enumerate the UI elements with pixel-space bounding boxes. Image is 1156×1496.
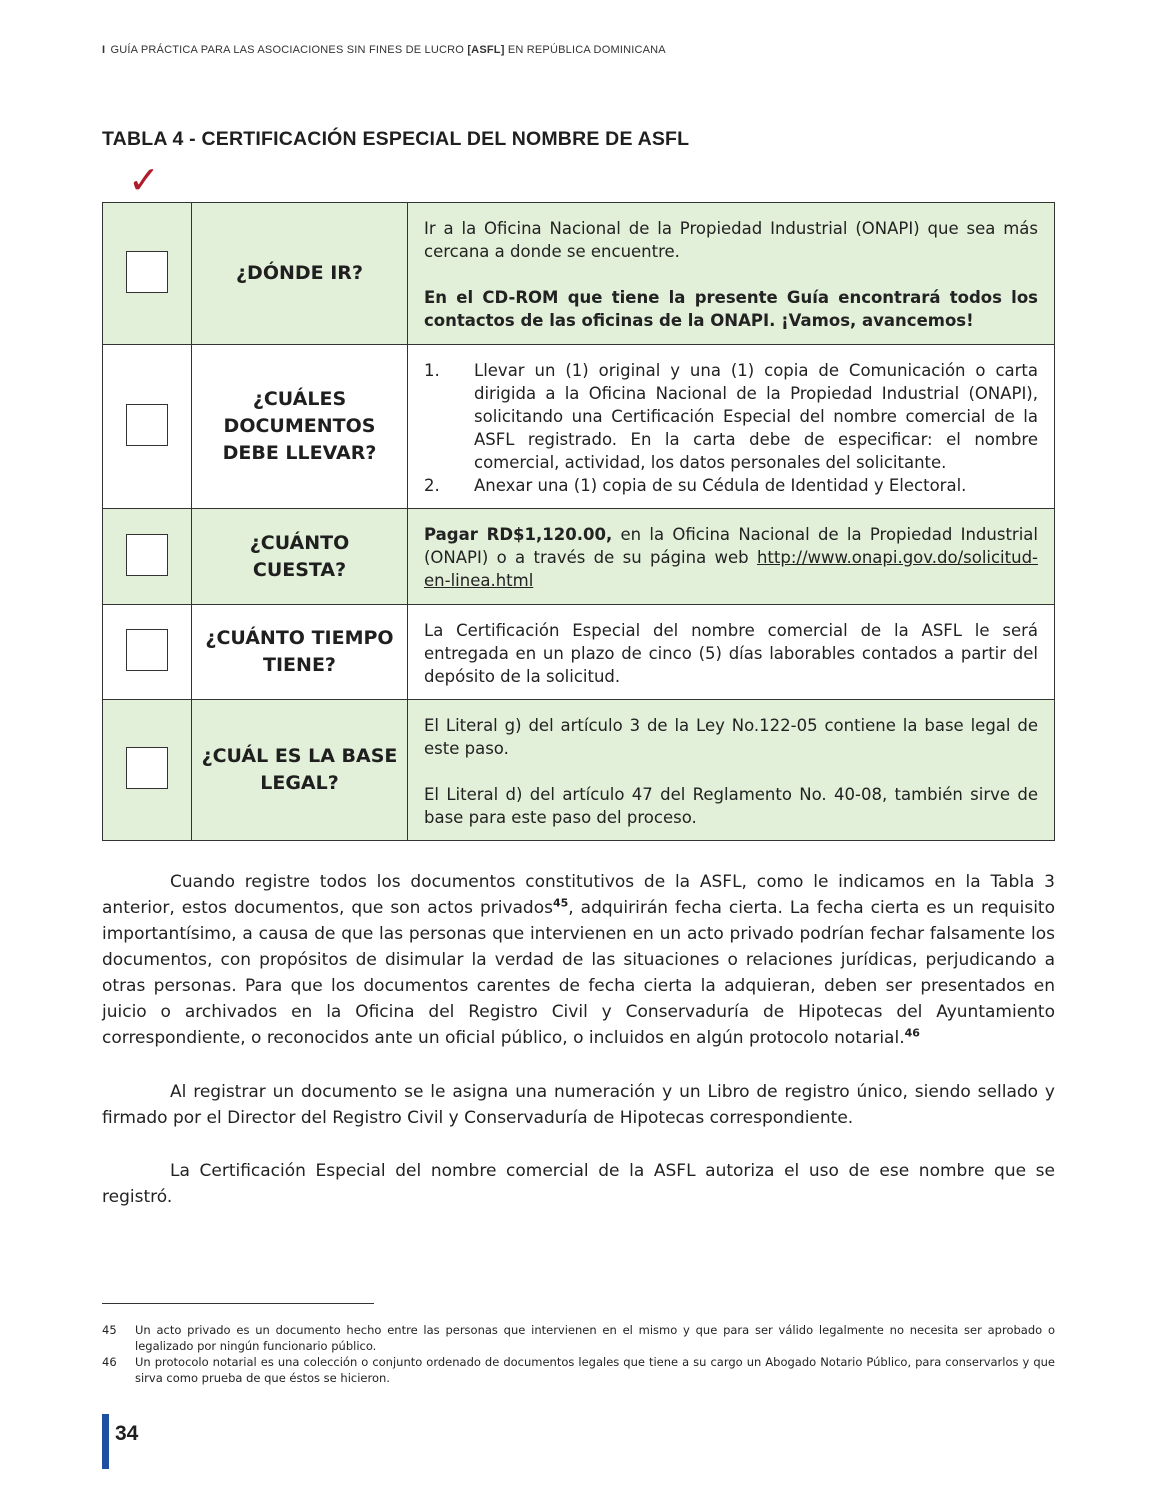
table-row — [103, 509, 1055, 605]
cost-amount: Pagar RD$1,120.00, — [424, 525, 613, 544]
footnote-ref[interactable]: 45 — [552, 896, 569, 910]
row-question: ¿CUÁNTO TIEMPO TIENE? — [192, 605, 408, 700]
header-text-after: EN REPÚBLICA DOMINICANA — [504, 44, 666, 56]
row-question: ¿DÓNDE IR? — [192, 203, 408, 345]
footnote: 45 Un acto privado es un documento hecho entre las personas que intervienen en el mismo y que para ser válido legalmente no necesita ser aprobado o legalizado por ningún funcionario público. — [102, 1323, 1055, 1353]
checkbox[interactable] — [126, 251, 168, 293]
answer-text: El Literal d) del artículo 47 del Reglamento No. 40-08, también sirve de base para este paso del proceso. — [424, 784, 1038, 827]
steps-table — [102, 202, 1055, 841]
table-row — [103, 203, 1055, 345]
row-question: ¿CUÁLES DOCUMENTOS DEBE LLEVAR? — [192, 345, 408, 509]
row-answer — [408, 345, 1055, 509]
table-row — [103, 700, 1055, 841]
cost-text: en la Oficina Nacional de la Propiedad Industrial (ONAPI) o a través de su página web — [424, 525, 1038, 567]
checkbox[interactable] — [126, 534, 168, 576]
list-item: 1. Llevar un (1) original y una (1) copia de Comunicación o carta dirigida a la Oficina Nacional de la Propiedad Industrial (ONAPI), solicitando una Certificación Especial del nombre comercial de la ASFL registrado. En la carta debe de especificar: el nombre comercial, actividad, los datos personales del solicitante. — [424, 360, 1038, 472]
row-answer — [408, 700, 1055, 841]
footnote-divider — [102, 1303, 374, 1304]
footnotes — [102, 1322, 1055, 1386]
answer-text: El Literal g) del artículo 3 de la Ley No.122-05 contiene la base legal de este paso. — [424, 715, 1038, 758]
row-question: ¿CUÁNTO CUESTA? — [192, 509, 408, 605]
table-row — [103, 345, 1055, 509]
answer-text: Ir a la Oficina Nacional de la Propiedad Industrial (ONAPI) que sea más cercana a donde se encuentre. — [424, 219, 1038, 261]
footnote: 46 Un protocolo notarial es una colección o conjunto ordenado de documentos legales que tiene a su cargo un Abogado Notario Público, para conservarlos y que sirva como prueba de que éstos se hicieron. — [102, 1355, 1055, 1385]
footnote-ref[interactable]: 46 — [904, 1026, 920, 1040]
page-number: 34 — [102, 1414, 138, 1469]
row-answer — [408, 605, 1055, 700]
row-question: ¿CUÁL ES LA BASE LEGAL? — [192, 700, 408, 841]
documents-list — [424, 359, 1038, 497]
onapi-link[interactable]: http://www.onapi.gov.do/solicitud-en-linea.html — [424, 548, 1038, 590]
body-paragraph: Al registrar un documento se le asigna una numeración y un Libro de registro único, siendo sellado y firmado por el Director del Registro Civil y Conservaduría de Hipotecas correspondiente. — [102, 1082, 1055, 1128]
answer-text: La Certificación Especial del nombre comercial de la ASFL le será entregada en un plazo de cinco (5) días laborables contados a partir del depósito de la solicitud. — [424, 620, 1038, 686]
list-item: 2. Anexar una (1) copia de su Cédula de Identidad y Electoral. — [424, 475, 967, 495]
table-title: TABLA 4 - CERTIFICACIÓN ESPECIAL DEL NOMBRE DE ASFL — [102, 128, 690, 150]
row-answer — [408, 509, 1055, 605]
body-paragraph: La Certificación Especial del nombre comercial de la ASFL autoriza el uso de ese nombre que se registró. — [102, 1161, 1055, 1207]
running-header — [102, 44, 666, 56]
row-answer — [408, 203, 1055, 345]
header-text-before: GUÍA PRÁCTICA PARA LAS ASOCIACIONES SIN FINES DE LUCRO — [110, 44, 468, 56]
check-mark-icon: ✓ — [128, 158, 160, 202]
checkbox[interactable] — [126, 747, 168, 789]
table-row — [103, 605, 1055, 700]
header-bold: [ASFL] — [467, 44, 505, 56]
answer-bold-text: En el CD-ROM que tiene la presente Guía encontrará todos los contactos de las oficinas de la ONAPI. ¡Vamos, avancemos! — [424, 288, 1038, 330]
header-prefix: I — [102, 44, 106, 56]
checkbox[interactable] — [126, 404, 168, 446]
body-paragraph: Cuando registre todos los documentos constitutivos de la ASFL, como le indicamos en la Tabla 3 anterior, estos documentos, que son actos privados$^{45}$, adquirirán fecha cierta. La fecha cierta es un requisito importantísimo, a causa de que las personas que intervienen en un acto privado podrían fechar falsamente los documentos, con propósitos de disimular la verdad de las situaciones o relaciones jurídicas, perjudicando a otras personas. Para que los documentos carentes de fecha cierta la adquieran, deben ser presentados en juicio o archivados en la Oficina del Registro Civil y Conservaduría de Hipotecas del Ayuntamiento correspondiente, o reconocidos ante un oficial público, o incluidos en algún protocolo notarial.$^{46}$ — [102, 872, 1055, 1048]
checkbox[interactable] — [126, 629, 168, 671]
